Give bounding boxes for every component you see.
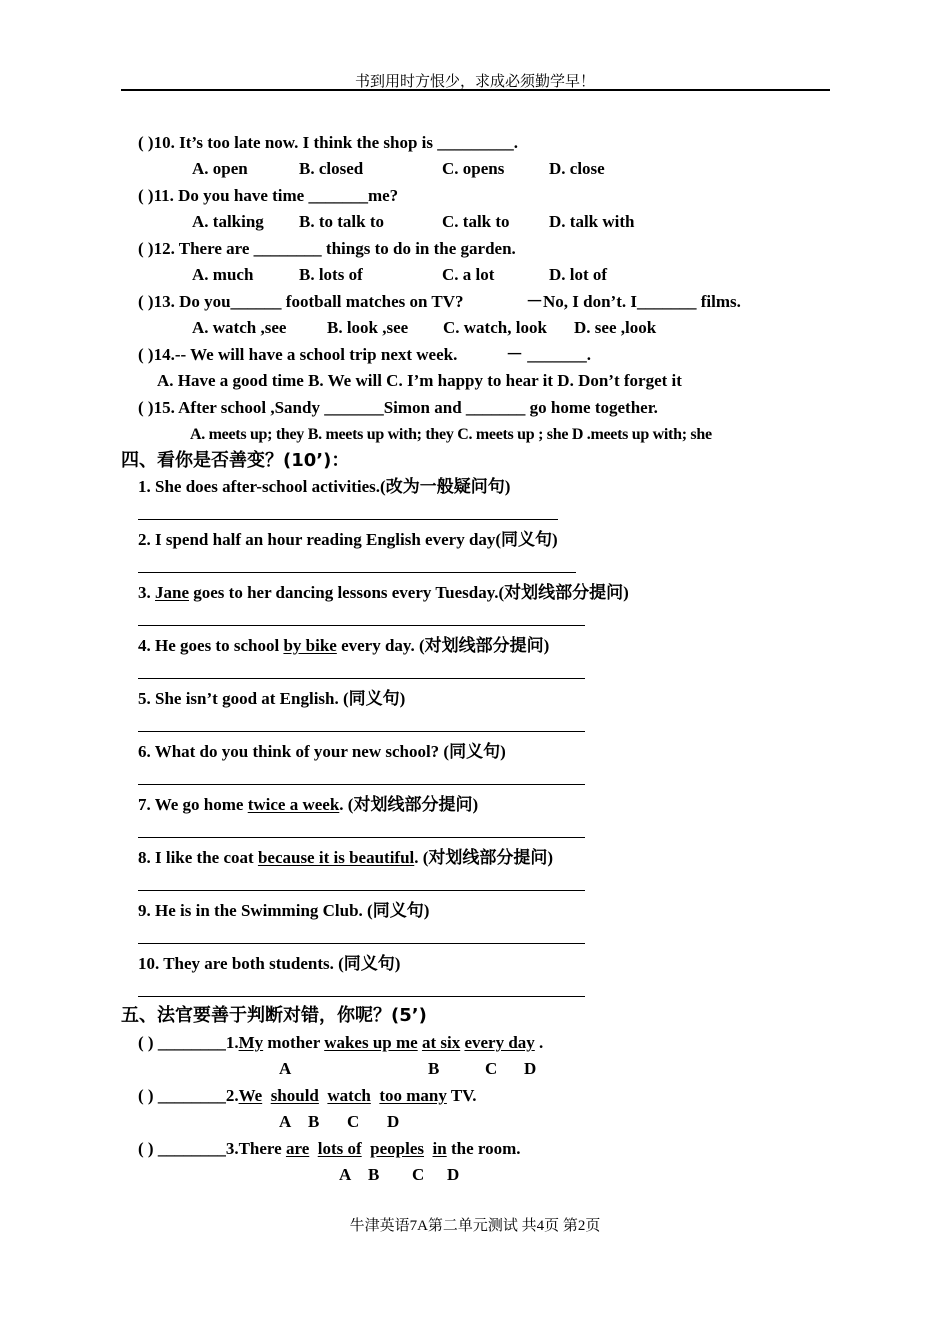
rewrite-9-answer-line[interactable] bbox=[138, 943, 585, 944]
rewrite-8-prompt: 8. I like the coat because it is beautiful. (对划线部分提问) bbox=[138, 848, 554, 867]
error-3-part-b: lots of bbox=[317, 1139, 362, 1158]
question-12-option-d: D. lot of bbox=[549, 265, 608, 284]
error-2-label-d: D bbox=[387, 1112, 400, 1131]
error-2-part-c: watch bbox=[327, 1086, 371, 1105]
rewrite-5-prompt: 5. She isn’t good at English. (同义句) bbox=[138, 689, 406, 708]
error-3-label-a: A bbox=[339, 1165, 352, 1184]
error-1-part-c: at six bbox=[421, 1033, 461, 1052]
question-12-option-c: C. a lot bbox=[442, 265, 495, 284]
error-3-label-b: B bbox=[368, 1165, 380, 1184]
error-2-part-b: should bbox=[270, 1086, 319, 1105]
question-13-stem: ( )13. Do you______ football matches on TV? bbox=[138, 292, 464, 311]
question-11-option-d: D. talk with bbox=[549, 212, 635, 231]
rewrite-8-underlined: because it is beautiful bbox=[257, 848, 415, 867]
error-1-part-a: My bbox=[238, 1033, 264, 1052]
rewrite-6-prompt: 6. What do you think of your new school? (同义句) bbox=[138, 742, 506, 761]
rewrite-10-answer-line[interactable] bbox=[138, 996, 585, 997]
rewrite-4-prompt: 4. He goes to school by bike every day. (对划线部分提问) bbox=[138, 636, 550, 655]
error-2-label-a: A bbox=[279, 1112, 292, 1131]
header-motto: 书到用时方恨少，求成必须勤学早！ bbox=[354, 74, 595, 90]
question-13-reply: －No, I don’t. I_______ films. bbox=[526, 292, 741, 311]
rewrite-5-answer-line[interactable] bbox=[138, 731, 585, 732]
question-13-option-d: D. see ,look bbox=[574, 318, 657, 337]
error-3-part-a: are bbox=[285, 1139, 310, 1158]
error-3-sentence: ( ) ________3.There are lots of peoples in the room. bbox=[138, 1139, 521, 1158]
rewrite-4-answer-line[interactable] bbox=[138, 678, 585, 679]
error-2-sentence: ( ) ________2.We should watch too many TV. bbox=[138, 1086, 477, 1105]
question-11-stem: ( )11. Do you have time _______me? bbox=[138, 186, 399, 205]
question-12-option-a: A. much bbox=[192, 265, 254, 284]
question-10-stem: ( )10. It’s too late now. I think the shop is _________. bbox=[138, 133, 519, 152]
error-1-label-c: C bbox=[485, 1059, 498, 1078]
error-1-part-d: every day bbox=[464, 1033, 535, 1052]
question-15-options: A. meets up; they B. meets up with; they C. meets up ; she D .meets up with; she bbox=[190, 426, 712, 443]
error-1-label-b: B bbox=[428, 1059, 440, 1078]
question-10-option-d: D. close bbox=[549, 159, 605, 178]
error-3-label-d: D bbox=[447, 1165, 460, 1184]
section-4-title: 四、看你是否善变？(10’)： bbox=[121, 450, 350, 471]
question-14-reply: － _______. bbox=[506, 345, 591, 364]
rewrite-2-answer-line[interactable] bbox=[138, 572, 576, 573]
rewrite-2-prompt: 2. I spend half an hour reading English every day(同义句) bbox=[138, 530, 558, 549]
error-2-label-b: B bbox=[308, 1112, 320, 1131]
footer-page-info: 牛津英语7A第二单元测试 共4页 第2页 bbox=[349, 1218, 601, 1234]
header-rule bbox=[121, 89, 830, 91]
question-13-option-b: B. look ,see bbox=[327, 318, 409, 337]
error-1-part-b: wakes up me bbox=[324, 1033, 418, 1052]
section-5-title: 五、法官要善于判断对错，你呢？(5’) bbox=[121, 1005, 427, 1026]
rewrite-3-underlined: Jane bbox=[155, 583, 189, 602]
rewrite-7-answer-line[interactable] bbox=[138, 837, 585, 838]
rewrite-1-answer-line[interactable] bbox=[138, 519, 558, 520]
error-1-sentence: ( ) ________1.My mother wakes up me at six every day . bbox=[138, 1033, 544, 1052]
question-10-option-a: A. open bbox=[192, 159, 248, 178]
rewrite-9-prompt: 9. He is in the Swimming Club. (同义句) bbox=[138, 901, 430, 920]
error-3-part-d: in bbox=[432, 1139, 447, 1158]
rewrite-7-underlined: twice a week bbox=[247, 795, 340, 814]
rewrite-10-prompt: 10. They are both students. (同义句) bbox=[138, 954, 401, 973]
rewrite-8-answer-line[interactable] bbox=[138, 890, 585, 891]
question-14-stem: ( )14.-- We will have a school trip next week. bbox=[138, 345, 458, 364]
rewrite-7-prompt: 7. We go home twice a week. (对划线部分提问) bbox=[138, 795, 479, 814]
question-10-option-c: C. opens bbox=[442, 159, 505, 178]
question-13-option-c: C. watch, look bbox=[443, 318, 547, 337]
question-12-stem: ( )12. There are ________ things to do in the garden. bbox=[138, 239, 516, 258]
error-3-part-c: peoples bbox=[370, 1139, 425, 1158]
rewrite-1-prompt: 1. She does after-school activities.(改为一般疑问句) bbox=[138, 477, 511, 496]
error-2-part-a: We bbox=[238, 1086, 263, 1105]
error-2-part-d: too many bbox=[379, 1086, 447, 1105]
rewrite-4-underlined: by bike bbox=[283, 636, 337, 655]
error-2-label-c: C bbox=[347, 1112, 360, 1131]
error-1-label-a: A bbox=[279, 1059, 292, 1078]
error-1-label-d: D bbox=[524, 1059, 537, 1078]
rewrite-3-prompt: 3. Jane goes to her dancing lessons every Tuesday.(对划线部分提问) bbox=[138, 583, 629, 602]
error-3-label-c: C bbox=[412, 1165, 425, 1184]
question-12-option-b: B. lots of bbox=[299, 265, 363, 284]
question-10-option-b: B. closed bbox=[299, 159, 364, 178]
question-11-option-c: C. talk to bbox=[442, 212, 510, 231]
question-15-stem: ( )15. After school ,Sandy _______Simon and _______ go home together. bbox=[138, 398, 658, 417]
question-11-option-a: A. talking bbox=[192, 212, 264, 231]
question-11-option-b: B. to talk to bbox=[299, 212, 384, 231]
question-13-option-a: A. watch ,see bbox=[192, 318, 287, 337]
question-14-options: A. Have a good time B. We will C. I’m happy to hear it D. Don’t forget it bbox=[157, 371, 682, 390]
rewrite-3-answer-line[interactable] bbox=[138, 625, 585, 626]
rewrite-6-answer-line[interactable] bbox=[138, 784, 585, 785]
